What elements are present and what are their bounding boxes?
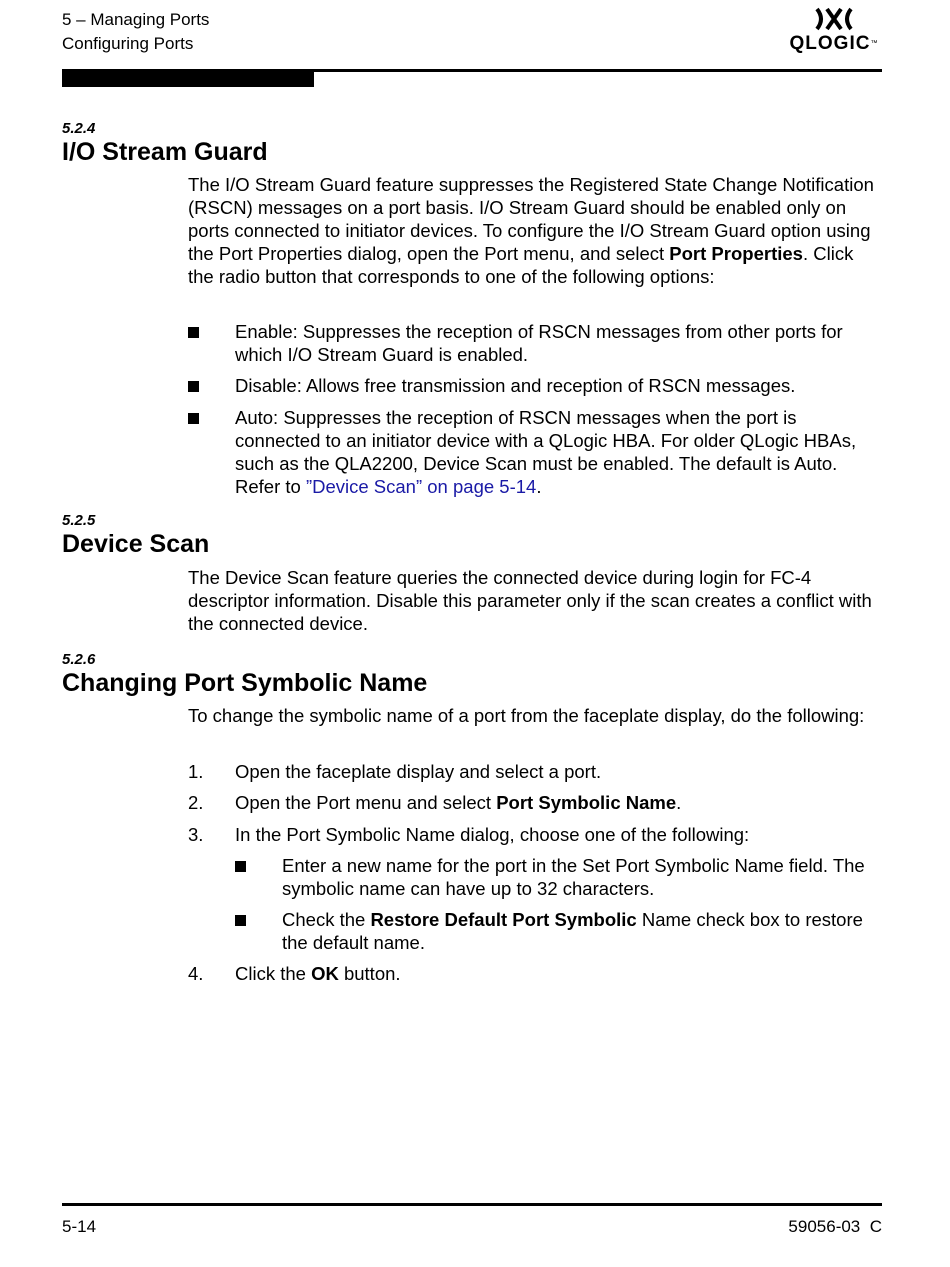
device-scan-link[interactable]: ”Device Scan” on page 5-14 xyxy=(305,476,537,497)
step-item xyxy=(188,791,882,814)
sub-list-item xyxy=(235,854,882,900)
section-title: Device Scan xyxy=(62,530,210,558)
bullet-square-icon xyxy=(235,861,246,872)
section-paragraph xyxy=(188,173,878,288)
list-item-text: Auto: Suppresses the reception of RSCN messages when the port is connected to an initiator device with a QLogic HBA. For older QLogic HBAs, such as the QLA2200, Device Scan must be enabled. The default is Auto. Refer to xyxy=(235,407,857,497)
list-item xyxy=(188,320,882,366)
section-number: 5.2.6 xyxy=(62,651,96,668)
section-paragraph: The Device Scan feature queries the connected device during login for FC-4 descriptor information. Disable this parameter only if the scan creates a conflict with the connected device. xyxy=(188,567,872,634)
list-item xyxy=(188,374,882,397)
step-text: . xyxy=(676,792,682,813)
paragraph-text: The I/O Stream Guard feature suppresses the Registered State Change Notification (RSCN) messages on a port basis. I/O Stream Guard should be enabled only on ports connected to initiator devices. To configure the I/O Stream Guard option using the Port Properties dialog, open the Port menu, and select xyxy=(188,174,874,264)
list-item-text: . xyxy=(536,476,542,497)
bullet-square-icon xyxy=(188,327,199,338)
ui-reference-port-properties: Port Properties xyxy=(669,243,803,264)
list-item-text: Disable: Allows free transmission and reception of RSCN messages. xyxy=(235,375,796,396)
step-text: Click the xyxy=(235,963,312,984)
header-tab-bar xyxy=(62,72,314,87)
step-item xyxy=(188,823,882,846)
section-number: 5.2.4 xyxy=(62,120,96,137)
step-item xyxy=(188,962,882,985)
logo-text: QLOGIC xyxy=(789,33,871,54)
header-chapter: 5 – Managing Ports xyxy=(62,10,210,29)
sub-list-item-text: Name check box to restore the default name. xyxy=(282,909,863,953)
step-text: Open the faceplate display and select a port. xyxy=(235,761,602,782)
section-title: I/O Stream Guard xyxy=(62,138,268,166)
ui-reference-ok-button: OK xyxy=(311,963,339,984)
header-section: Configuring Ports xyxy=(62,34,194,53)
paragraph-text: . Click the radio button that corresponds to one of the following options: xyxy=(188,243,854,287)
bullet-square-icon xyxy=(188,413,199,424)
sub-list-item-text: Check the xyxy=(282,909,371,930)
sub-list-item xyxy=(235,908,882,954)
section-paragraph: To change the symbolic name of a port from the faceplate display, do the following: xyxy=(188,705,865,726)
ui-reference-restore-default: Restore Default Port Symbolic xyxy=(370,909,637,930)
step-number: 4. xyxy=(188,963,204,984)
step-number: 3. xyxy=(188,824,204,845)
list-item xyxy=(188,406,882,498)
qlogic-logo-icon xyxy=(813,6,855,32)
list-item-text: Enable: Suppresses the reception of RSCN messages from other ports for which I/O Stream Guard is enabled. xyxy=(235,321,843,365)
section-title: Changing Port Symbolic Name xyxy=(62,669,428,697)
bullet-square-icon xyxy=(188,381,199,392)
section-number: 5.2.5 xyxy=(62,512,96,529)
document-number: 59056-03 C xyxy=(788,1217,882,1236)
qlogic-logo xyxy=(786,6,882,60)
logo-trademark: ™ xyxy=(870,40,879,47)
step-number: 2. xyxy=(188,792,204,813)
step-item xyxy=(188,760,882,783)
step-number: 1. xyxy=(188,761,204,782)
page-number: 5-14 xyxy=(62,1217,97,1236)
step-text: Open the Port menu and select xyxy=(235,792,497,813)
step-text: button. xyxy=(338,963,401,984)
footer-rule xyxy=(62,1203,882,1206)
bullet-square-icon xyxy=(235,915,246,926)
step-text: In the Port Symbolic Name dialog, choose one of the following: xyxy=(235,824,750,845)
sub-list-item-text: Enter a new name for the port in the Set Port Symbolic Name field. The symbolic name can have up to 32 characters. xyxy=(282,855,865,899)
ui-reference-port-symbolic-name: Port Symbolic Name xyxy=(496,792,677,813)
